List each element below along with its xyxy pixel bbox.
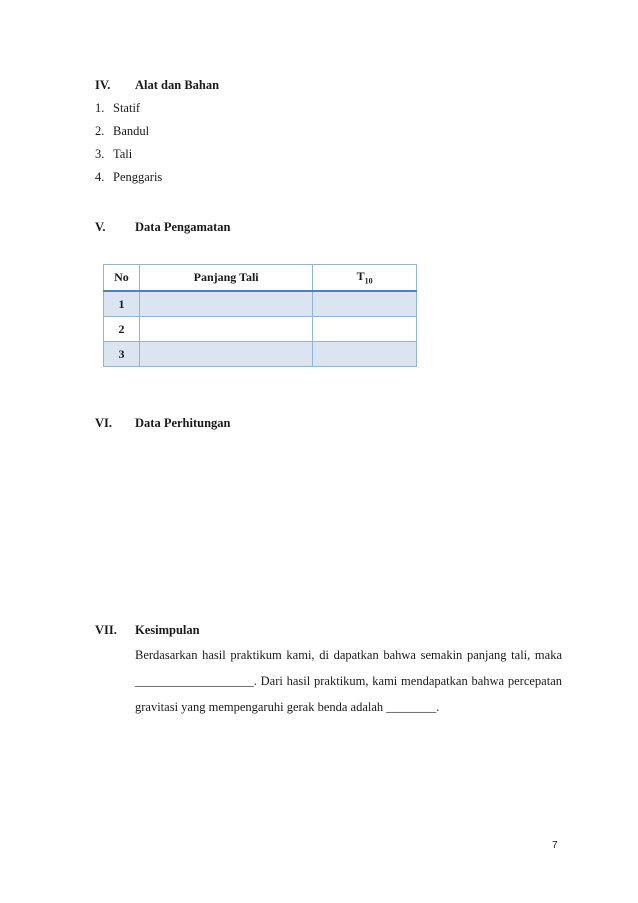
conclusion-paragraph: Berdasarkan hasil praktikum kami, di dapatkan bahwa semakin panjang tali, maka ___________________. Dari hasil praktikum, kami mendapatkan bahwa percepatan gravitasi yang mempengaruhi gerak benda adalah ________.: [135, 648, 562, 714]
header-t-subscript: 10: [364, 276, 373, 286]
cell-no: 2: [104, 317, 140, 342]
list-item-number: 4.: [95, 170, 105, 184]
section-vi-number: VI.: [95, 416, 113, 430]
section-vi-title: Data Perhitungan: [135, 416, 231, 430]
cell-panjang: [139, 291, 312, 317]
cell-panjang: [139, 342, 312, 367]
list-item-text: Penggaris: [113, 170, 163, 184]
header-no: No: [104, 265, 140, 292]
list-item-number: 3.: [95, 147, 105, 161]
list-item: [95, 124, 149, 139]
section-iv-title: Alat dan Bahan: [135, 78, 220, 92]
cell-t10: [313, 317, 417, 342]
section-vi-heading: [95, 416, 231, 431]
list-item: [95, 101, 140, 116]
list-item-text: Tali: [113, 147, 133, 161]
section-v-number: V.: [95, 220, 106, 234]
cell-panjang: [139, 317, 312, 342]
cell-t10: [313, 342, 417, 367]
table-row: [104, 291, 417, 317]
table-header-row: [104, 265, 417, 292]
list-item-number: 2.: [95, 124, 105, 138]
list-item: [95, 170, 162, 185]
section-vii-number: VII.: [95, 623, 117, 637]
header-t10: [313, 265, 417, 292]
cell-no: 1: [104, 291, 140, 317]
list-item: [95, 147, 132, 162]
page-number: 7: [552, 840, 558, 851]
list-item-text: Bandul: [113, 124, 150, 138]
section-iv-number: IV.: [95, 78, 111, 92]
table-row: [104, 342, 417, 367]
section-v-heading: [95, 220, 230, 235]
table-row: [104, 317, 417, 342]
section-vii-heading: [95, 623, 200, 638]
section-vii-title: Kesimpulan: [135, 623, 200, 637]
header-panjang-tali: Panjang Tali: [139, 265, 312, 292]
cell-no: 3: [104, 342, 140, 367]
section-v-title: Data Pengamatan: [135, 220, 231, 234]
list-item-text: Statif: [113, 101, 141, 115]
list-item-number: 1.: [95, 101, 105, 115]
header-t-symbol: T: [356, 269, 365, 284]
cell-t10: [313, 291, 417, 317]
section-iv-heading: [95, 78, 219, 93]
observation-table: [103, 264, 417, 367]
